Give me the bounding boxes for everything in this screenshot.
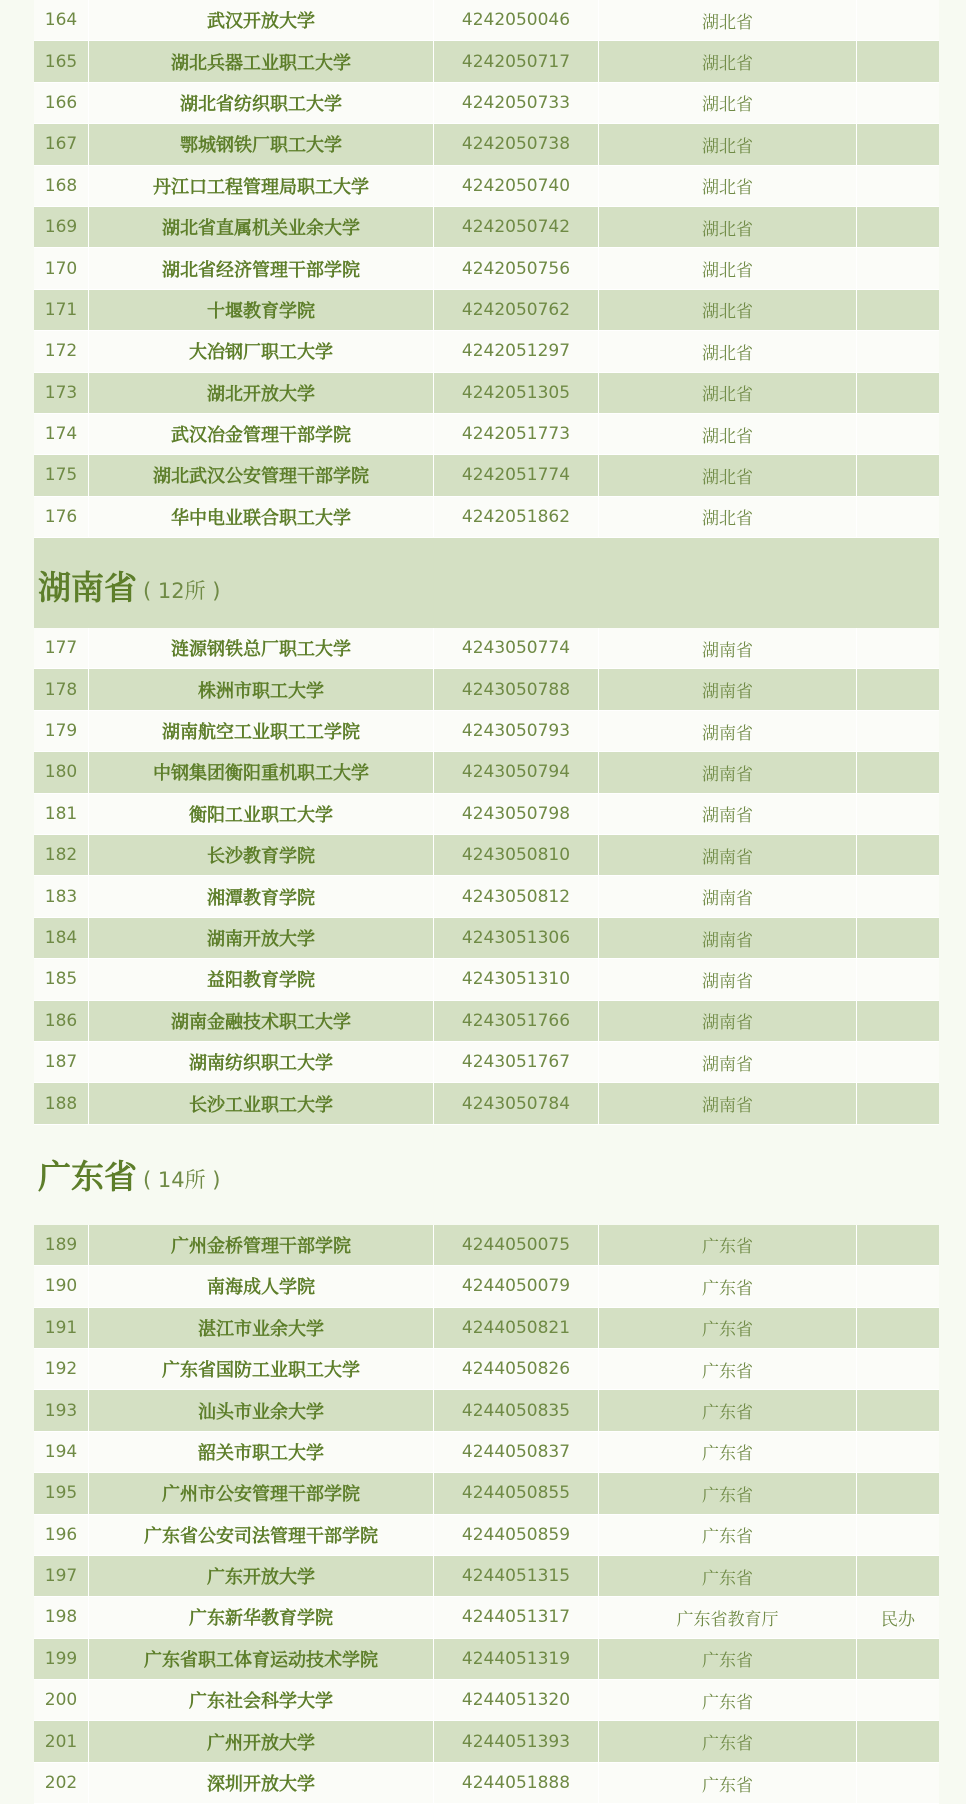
school-code: 4243050793 — [434, 711, 599, 751]
remark — [857, 794, 939, 834]
school-code: 4243050794 — [434, 752, 599, 792]
table-row — [34, 918, 939, 959]
row-index: 187 — [34, 1042, 89, 1082]
row-index: 200 — [34, 1680, 89, 1720]
school-name: 鄂城钢铁厂职工大学 — [89, 124, 434, 164]
remark — [857, 1473, 939, 1513]
school-code: 4244051319 — [434, 1639, 599, 1679]
remark — [857, 1515, 939, 1555]
table-row — [34, 711, 939, 752]
row-index: 194 — [34, 1432, 89, 1472]
row-index: 166 — [34, 83, 89, 123]
table-row — [34, 794, 939, 835]
school-name: 武汉冶金管理干部学院 — [89, 414, 434, 454]
school-name: 汕头市业余大学 — [89, 1390, 434, 1430]
school-name: 华中电业联合职工大学 — [89, 497, 434, 537]
school-name: 大冶钢厂职工大学 — [89, 331, 434, 371]
section-header-guangdong — [34, 1125, 939, 1217]
remark — [857, 669, 939, 709]
row-index: 169 — [34, 207, 89, 247]
remark — [857, 1225, 939, 1265]
school-name: 湖北兵器工业职工大学 — [89, 41, 434, 81]
row-index: 181 — [34, 794, 89, 834]
row-index: 183 — [34, 876, 89, 916]
school-name: 长沙教育学院 — [89, 835, 434, 875]
school-name: 湖南开放大学 — [89, 918, 434, 958]
remark — [857, 1266, 939, 1306]
school-code: 4242051297 — [434, 331, 599, 371]
row-index: 185 — [34, 959, 89, 999]
authority: 湖南省 — [599, 669, 857, 709]
remark — [857, 959, 939, 999]
row-index: 188 — [34, 1083, 89, 1123]
row-index: 184 — [34, 918, 89, 958]
table-row — [34, 1042, 939, 1083]
school-code: 4242050733 — [434, 83, 599, 123]
remark — [857, 1432, 939, 1472]
authority: 广东省 — [599, 1390, 857, 1430]
table-row — [34, 1083, 939, 1124]
row-index: 196 — [34, 1515, 89, 1555]
row-index: 199 — [34, 1639, 89, 1679]
school-name: 湖北省直属机关业余大学 — [89, 207, 434, 247]
table-row — [34, 1680, 939, 1721]
row-index: 190 — [34, 1266, 89, 1306]
authority: 湖南省 — [599, 1083, 857, 1123]
row-index: 182 — [34, 835, 89, 875]
school-code: 4243050810 — [434, 835, 599, 875]
remark — [857, 41, 939, 81]
row-index: 201 — [34, 1721, 89, 1761]
authority: 湖南省 — [599, 794, 857, 834]
table-row — [34, 1349, 939, 1390]
school-code: 4242050717 — [434, 41, 599, 81]
school-name: 湖南航空工业职工工学院 — [89, 711, 434, 751]
row-index: 165 — [34, 41, 89, 81]
remark — [857, 1556, 939, 1596]
authority: 湖北省 — [599, 124, 857, 164]
school-name: 韶关市职工大学 — [89, 1432, 434, 1472]
school-code: 4243051767 — [434, 1042, 599, 1082]
school-code: 4242051774 — [434, 455, 599, 495]
table-row — [34, 835, 939, 876]
school-name: 十堰教育学院 — [89, 290, 434, 330]
row-index: 175 — [34, 455, 89, 495]
row-index: 193 — [34, 1390, 89, 1430]
row-index: 164 — [34, 0, 89, 40]
remark — [857, 248, 939, 288]
school-code: 4243050798 — [434, 794, 599, 834]
table-row — [34, 1473, 939, 1514]
authority: 湖南省 — [599, 959, 857, 999]
school-code: 4244050826 — [434, 1349, 599, 1389]
table-row — [34, 414, 939, 455]
school-name: 益阳教育学院 — [89, 959, 434, 999]
school-code: 4244051888 — [434, 1763, 599, 1803]
table-row — [34, 1390, 939, 1431]
authority: 湖南省 — [599, 711, 857, 751]
school-name: 深圳开放大学 — [89, 1763, 434, 1803]
school-name: 广东省职工体育运动技术学院 — [89, 1639, 434, 1679]
row-index: 177 — [34, 628, 89, 668]
school-name: 涟源钢铁总厂职工大学 — [89, 628, 434, 668]
school-code: 4242051773 — [434, 414, 599, 454]
table-row — [34, 628, 939, 669]
school-name: 湖北省经济管理干部学院 — [89, 248, 434, 288]
row-index: 168 — [34, 166, 89, 206]
table-row — [34, 959, 939, 1000]
school-code: 4244050821 — [434, 1308, 599, 1348]
school-code: 4244051320 — [434, 1680, 599, 1720]
school-name: 株洲市职工大学 — [89, 669, 434, 709]
remark — [857, 628, 939, 668]
remark — [857, 290, 939, 330]
school-list — [34, 0, 939, 1804]
row-index: 179 — [34, 711, 89, 751]
remark — [857, 414, 939, 454]
row-index: 195 — [34, 1473, 89, 1513]
authority: 广东省 — [599, 1639, 857, 1679]
row-index: 192 — [34, 1349, 89, 1389]
row-index: 173 — [34, 373, 89, 413]
table-row — [34, 166, 939, 207]
remark — [857, 1763, 939, 1803]
row-index: 172 — [34, 331, 89, 371]
section-title: 广东省 — [38, 1156, 137, 1196]
school-name: 湖北开放大学 — [89, 373, 434, 413]
row-index: 202 — [34, 1763, 89, 1803]
remark — [857, 876, 939, 916]
school-name: 湖南纺织职工大学 — [89, 1042, 434, 1082]
section-count: ( 14所 ) — [143, 1167, 221, 1192]
remark — [857, 1390, 939, 1430]
row-index: 189 — [34, 1225, 89, 1265]
school-name: 南海成人学院 — [89, 1266, 434, 1306]
school-code: 4244051393 — [434, 1721, 599, 1761]
section-gap — [34, 1217, 939, 1225]
table-row — [34, 331, 939, 372]
school-name: 武汉开放大学 — [89, 0, 434, 40]
table-row — [34, 1225, 939, 1266]
table-row — [34, 373, 939, 414]
school-code: 4244050837 — [434, 1432, 599, 1472]
table-row — [34, 1639, 939, 1680]
school-code: 4243050812 — [434, 876, 599, 916]
remark — [857, 1349, 939, 1389]
school-code: 4242050740 — [434, 166, 599, 206]
school-code: 4244050075 — [434, 1225, 599, 1265]
school-code: 4243051766 — [434, 1001, 599, 1041]
table-row — [34, 497, 939, 538]
school-name: 广东省国防工业职工大学 — [89, 1349, 434, 1389]
school-name: 广州金桥管理干部学院 — [89, 1225, 434, 1265]
table-row — [34, 290, 939, 331]
authority: 广东省 — [599, 1225, 857, 1265]
school-name: 中钢集团衡阳重机职工大学 — [89, 752, 434, 792]
authority: 湖北省 — [599, 331, 857, 371]
row-index: 186 — [34, 1001, 89, 1041]
section-title: 湖南省 — [38, 568, 137, 608]
section-count: ( 12所 ) — [143, 578, 221, 603]
remark — [857, 455, 939, 495]
section-header-hunan — [34, 538, 939, 628]
school-code: 4242050756 — [434, 248, 599, 288]
table-row — [34, 1721, 939, 1762]
authority: 湖北省 — [599, 0, 857, 40]
school-code: 4243051310 — [434, 959, 599, 999]
authority: 湖北省 — [599, 166, 857, 206]
authority: 湖北省 — [599, 497, 857, 537]
school-name: 广东新华教育学院 — [89, 1597, 434, 1637]
school-code: 4242050742 — [434, 207, 599, 247]
remark — [857, 1680, 939, 1720]
school-code: 4242050762 — [434, 290, 599, 330]
remark: 民办 — [881, 1609, 915, 1630]
table-row — [34, 207, 939, 248]
remark — [857, 711, 939, 751]
table-row — [34, 41, 939, 82]
table-guangdong — [34, 1225, 939, 1804]
table-row — [34, 752, 939, 793]
authority: 湖北省 — [599, 455, 857, 495]
table-row — [34, 0, 939, 41]
remark — [857, 752, 939, 792]
table-row — [34, 455, 939, 496]
remark — [857, 1042, 939, 1082]
school-code: 4243050774 — [434, 628, 599, 668]
remark — [857, 166, 939, 206]
authority: 湖北省 — [599, 83, 857, 123]
authority: 湖北省 — [599, 414, 857, 454]
table-row — [34, 1266, 939, 1307]
table-row — [34, 669, 939, 710]
authority: 广东省 — [599, 1266, 857, 1306]
school-code: 4244050835 — [434, 1390, 599, 1430]
school-code: 4244050859 — [434, 1515, 599, 1555]
authority: 湖北省 — [599, 207, 857, 247]
school-code: 4242050046 — [434, 0, 599, 40]
authority: 广东省 — [599, 1515, 857, 1555]
school-name: 湛江市业余大学 — [89, 1308, 434, 1348]
remark — [857, 124, 939, 164]
school-code: 4242051862 — [434, 497, 599, 537]
table-row — [34, 1556, 939, 1597]
table-hunan — [34, 628, 939, 1125]
authority: 湖南省 — [599, 1001, 857, 1041]
remark — [857, 0, 939, 40]
authority: 广东省 — [599, 1308, 857, 1348]
school-name: 衡阳工业职工大学 — [89, 794, 434, 834]
table-hubei — [34, 0, 939, 538]
remark — [857, 1001, 939, 1041]
table-row — [34, 124, 939, 165]
table-row — [34, 83, 939, 124]
school-code: 4244050855 — [434, 1473, 599, 1513]
remark — [857, 1639, 939, 1679]
row-index: 191 — [34, 1308, 89, 1348]
school-name: 广东省公安司法管理干部学院 — [89, 1515, 434, 1555]
school-name: 丹江口工程管理局职工大学 — [89, 166, 434, 206]
school-name: 湖北省纺织职工大学 — [89, 83, 434, 123]
remark — [857, 373, 939, 413]
authority: 广东省 — [599, 1721, 857, 1761]
table-row — [34, 1432, 939, 1473]
authority: 广东省 — [599, 1432, 857, 1472]
school-code: 4242051305 — [434, 373, 599, 413]
school-code: 4244051317 — [434, 1597, 599, 1637]
authority: 湖北省 — [599, 248, 857, 288]
table-row — [34, 1001, 939, 1042]
authority: 湖南省 — [599, 1042, 857, 1082]
row-index: 167 — [34, 124, 89, 164]
table-row — [34, 1763, 939, 1804]
authority: 广东省 — [599, 1763, 857, 1803]
authority: 广东省 — [599, 1680, 857, 1720]
remark — [857, 1721, 939, 1761]
authority: 广东省教育厅 — [599, 1597, 857, 1637]
row-index: 176 — [34, 497, 89, 537]
table-row — [34, 1515, 939, 1556]
row-index: 197 — [34, 1556, 89, 1596]
school-name: 广东开放大学 — [89, 1556, 434, 1596]
school-name: 广州市公安管理干部学院 — [89, 1473, 434, 1513]
remark — [857, 1308, 939, 1348]
table-row — [34, 1308, 939, 1349]
remark — [857, 918, 939, 958]
row-index: 198 — [34, 1597, 89, 1637]
remark — [857, 207, 939, 247]
school-name: 湘潭教育学院 — [89, 876, 434, 916]
authority: 湖北省 — [599, 41, 857, 81]
row-index: 178 — [34, 669, 89, 709]
school-name: 长沙工业职工大学 — [89, 1083, 434, 1123]
row-index: 170 — [34, 248, 89, 288]
row-index: 174 — [34, 414, 89, 454]
school-name: 湖南金融技术职工大学 — [89, 1001, 434, 1041]
authority: 湖北省 — [599, 290, 857, 330]
table-row — [34, 1597, 939, 1638]
row-index: 180 — [34, 752, 89, 792]
remark — [857, 83, 939, 123]
authority: 湖南省 — [599, 835, 857, 875]
school-code: 4243051306 — [434, 918, 599, 958]
authority: 广东省 — [599, 1556, 857, 1596]
school-name: 广东社会科学大学 — [89, 1680, 434, 1720]
school-code: 4244050079 — [434, 1266, 599, 1306]
school-code: 4243050784 — [434, 1083, 599, 1123]
authority: 湖南省 — [599, 752, 857, 792]
table-row — [34, 248, 939, 289]
authority: 湖北省 — [599, 373, 857, 413]
authority: 广东省 — [599, 1473, 857, 1513]
authority: 广东省 — [599, 1349, 857, 1389]
remark — [857, 835, 939, 875]
school-code: 4243050788 — [434, 669, 599, 709]
remark — [857, 497, 939, 537]
remark — [857, 331, 939, 371]
school-code: 4244051315 — [434, 1556, 599, 1596]
school-name: 湖北武汉公安管理干部学院 — [89, 455, 434, 495]
authority: 湖南省 — [599, 918, 857, 958]
remark — [857, 1083, 939, 1123]
authority: 湖南省 — [599, 628, 857, 668]
table-row — [34, 876, 939, 917]
authority: 湖南省 — [599, 876, 857, 916]
row-index: 171 — [34, 290, 89, 330]
school-name: 广州开放大学 — [89, 1721, 434, 1761]
school-code: 4242050738 — [434, 124, 599, 164]
